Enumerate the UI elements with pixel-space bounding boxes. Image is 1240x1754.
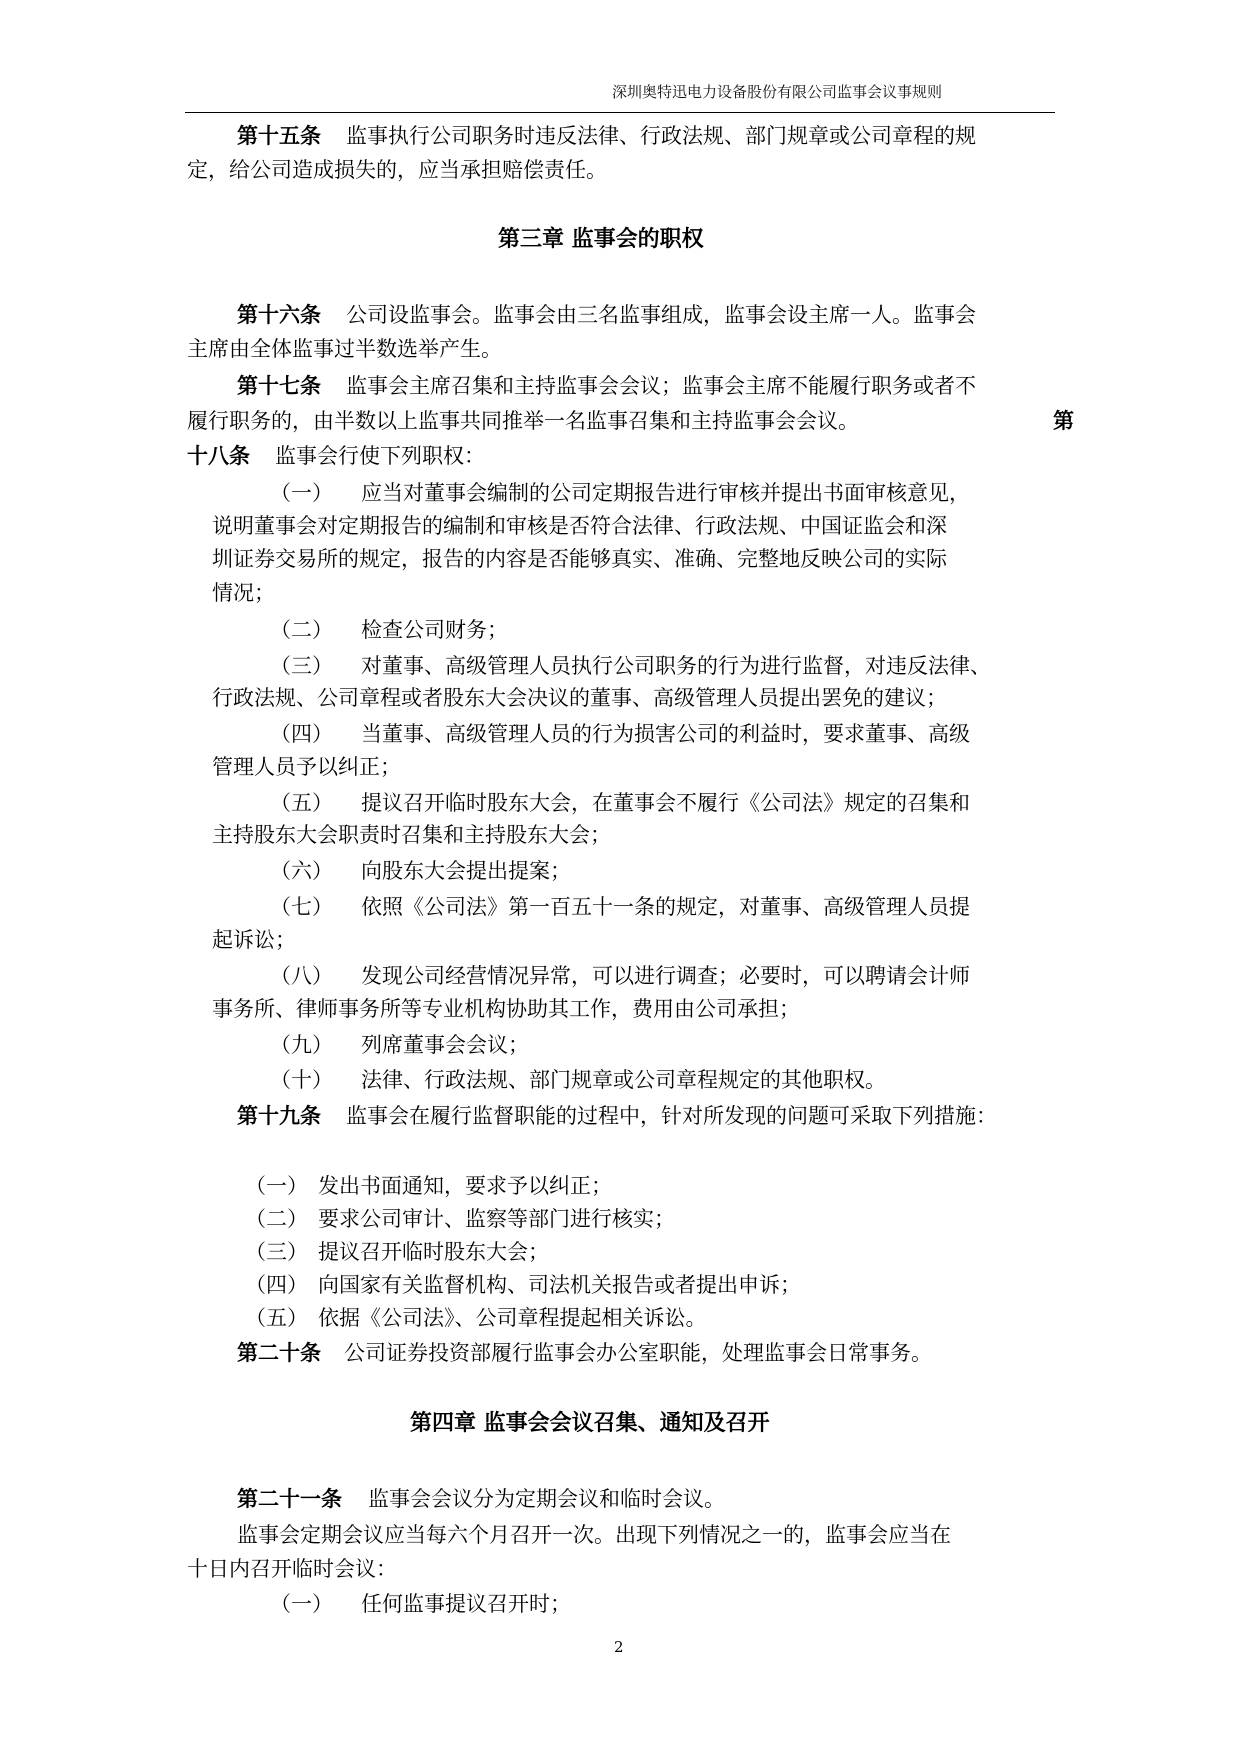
art17-line1: 监事会主席召集和主持监事会会议；监事会主席不能履行职务或者不 [346, 374, 976, 398]
art19-item-num: （五） [245, 1306, 308, 1330]
header-rule [185, 112, 1055, 113]
page-number: 2 [614, 1638, 624, 1656]
art20-line1: 公司证券投资部履行监事会办公室职能，处理监事会日常事务。 [344, 1341, 932, 1365]
art19-item-text: 要求公司审计、监察等部门进行核实； [318, 1207, 675, 1231]
art18-item-num: （六） [270, 859, 333, 883]
art17-line2: 履行职务的，由半数以上监事共同推举一名监事召集和主持监事会会议。 [187, 409, 859, 433]
art19-item-num: （二） [245, 1207, 308, 1231]
art18-item-num: （二） [270, 618, 333, 642]
art18-item-text: 依照《公司法》第一百五十一条的规定，对董事、高级管理人员提 [361, 895, 970, 919]
art18-item-num: （三） [270, 654, 333, 678]
art15-line1: 监事执行公司职务时违反法律、行政法规、部门规章或公司章程的规 [346, 124, 976, 148]
art21-head: 第二十一条 [237, 1487, 342, 1511]
art15-head: 第十五条 [237, 124, 321, 148]
art19-head: 第十九条 [237, 1104, 321, 1128]
art16-line2: 主席由全体监事过半数选举产生。 [187, 337, 502, 361]
art18-item-text: 当董事、高级管理人员的行为损害公司的利益时，要求董事、高级 [361, 722, 970, 746]
art18-item-num: （十） [270, 1068, 333, 1092]
list-item-num: （一） [270, 1592, 333, 1616]
art18-item-text: 应当对董事会编制的公司定期报告进行审核并提出书面审核意见， [361, 481, 970, 505]
art19-item-text: 提议召开临时股东大会； [318, 1240, 549, 1264]
art18-item-text: 情况； [212, 581, 275, 605]
chapter-3-title: 第三章 监事会的职权 [498, 227, 704, 252]
art18-item-text: 起诉讼； [212, 928, 296, 952]
art20-head: 第二十条 [237, 1341, 321, 1365]
art18-item-text: 主持股东大会职责时召集和主持股东大会； [212, 823, 611, 847]
art19-item-num: （四） [245, 1273, 308, 1297]
art18-item-num: （四） [270, 722, 333, 746]
art17-head: 第十七条 [237, 374, 321, 398]
art18-item-text: 说明董事会对定期报告的编制和审核是否符合法律、行政法规、中国证监会和深 [212, 514, 947, 538]
art19-item-text: 向国家有关监督机构、司法机关报告或者提出申诉； [318, 1273, 801, 1297]
art18-head-b: 十八条 [187, 444, 250, 468]
art19-item-text: 依据《公司法》、公司章程提起相关诉讼。 [318, 1306, 707, 1330]
art18-item-text: 圳证券交易所的规定，报告的内容是否能够真实、准确、完整地反映公司的实际 [212, 547, 947, 571]
art16-head: 第十六条 [237, 303, 321, 327]
art21-line1: 监事会会议分为定期会议和临时会议。 [368, 1487, 725, 1511]
art19-item-text: 发出书面通知，要求予以纠正； [318, 1174, 612, 1198]
art19-item-num: （三） [245, 1240, 308, 1264]
art18-item-text: 列席董事会会议； [361, 1033, 529, 1057]
para-line: 监事会定期会议应当每六个月召开一次。出现下列情况之一的，监事会应当在 [237, 1523, 951, 1547]
art18-head-a: 第 [1053, 409, 1074, 433]
art18-item-num: （八） [270, 964, 333, 988]
art18-item-text: 向股东大会提出提案； [361, 859, 571, 883]
chapter-4-title: 第四章 监事会会议召集、通知及召开 [410, 1411, 770, 1436]
art15-line2: 定，给公司造成损失的，应当承担赔偿责任。 [187, 158, 607, 182]
art18-item-text: 法律、行政法规、部门规章或公司章程规定的其他职权。 [361, 1068, 886, 1092]
header-title: 深圳奥特迅电力设备股份有限公司监事会议事规则 [612, 83, 943, 101]
art18-item-num: （七） [270, 895, 333, 919]
art19-item-num: （一） [245, 1174, 308, 1198]
para-line: 十日内召开临时会议： [187, 1557, 397, 1581]
art18-item-text: 行政法规、公司章程或者股东大会决议的董事、高级管理人员提出罢免的建议； [212, 686, 947, 710]
art18-item-num: （九） [270, 1033, 333, 1057]
art18-item-text: 检查公司财务； [361, 618, 508, 642]
art16-line1: 公司设监事会。监事会由三名监事组成，监事会设主席一人。监事会 [346, 303, 976, 327]
art18-line1: 监事会行使下列职权： [275, 444, 485, 468]
art19-line1: 监事会在履行监督职能的过程中，针对所发现的问题可采取下列措施： [346, 1104, 997, 1128]
art18-item-num: （一） [270, 481, 333, 505]
art18-item-text: 提议召开临时股东大会，在董事会不履行《公司法》规定的召集和 [361, 791, 970, 815]
art18-item-text: 管理人员予以纠正； [212, 755, 401, 779]
art18-item-text: 事务所、律师事务所等专业机构协助其工作，费用由公司承担； [212, 997, 800, 1021]
list-item-text: 任何监事提议召开时； [361, 1592, 571, 1616]
art18-item-num: （五） [270, 791, 333, 815]
art18-item-text: 对董事、高级管理人员执行公司职务的行为进行监督，对违反法律、 [361, 654, 991, 678]
art18-item-text: 发现公司经营情况异常，可以进行调查；必要时，可以聘请会计师 [361, 964, 970, 988]
